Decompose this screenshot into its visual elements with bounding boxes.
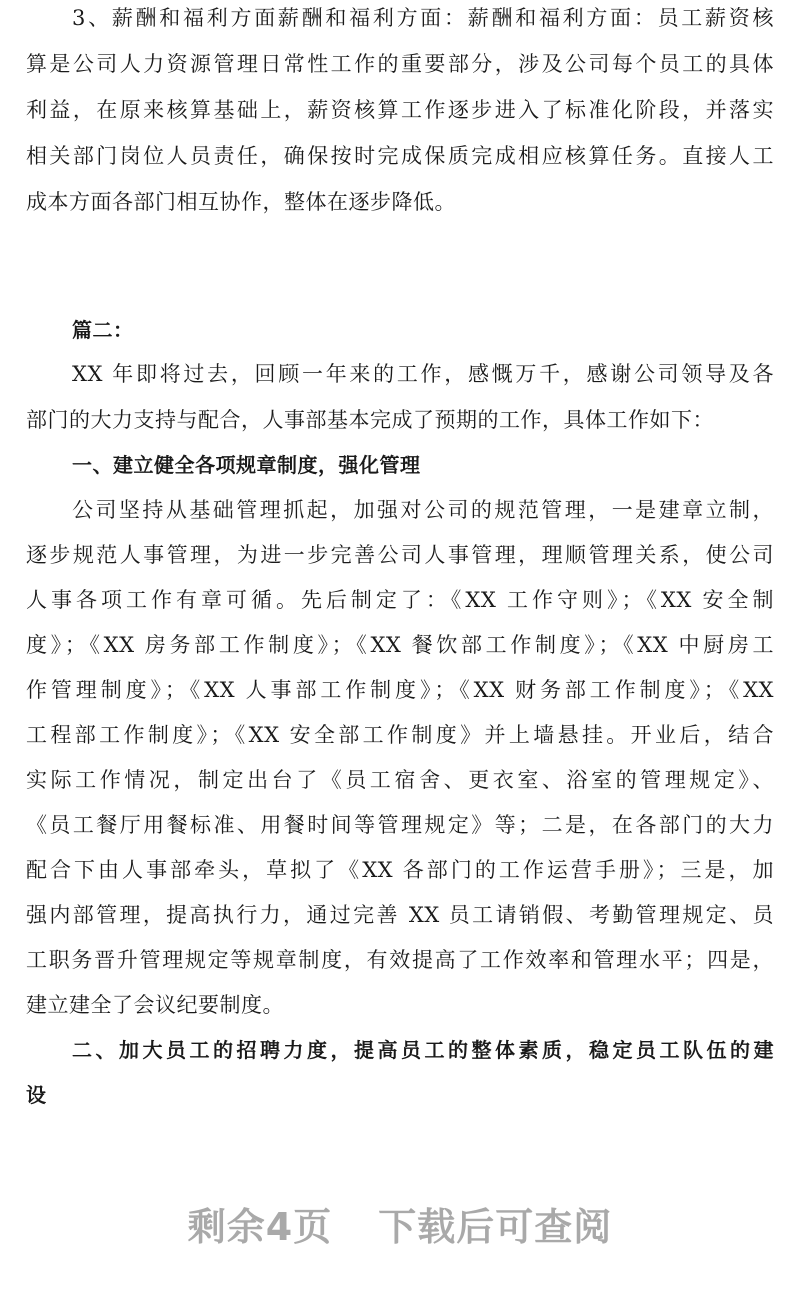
section-heading: 一、建立健全各项规章制度，强化管理 (72, 453, 421, 477)
section-title: 篇二： (72, 318, 134, 342)
paragraph-line: 度》；《XX 房务部工作制度》；《XX 餐饮部工作制度》；《XX 中厨房工 (26, 633, 774, 657)
paragraph-line: 作管理制度》；《XX 人事部工作制度》；《XX 财务部工作制度》；《XX (26, 678, 774, 702)
paragraph-line: 部门的大力支持与配合，人事部基本完成了预期的工作，具体工作如下： (26, 408, 714, 432)
remaining-pages-label: 剩余4页 (187, 1205, 333, 1249)
paragraph-line: 工程部工作制度》；《XX 安全部工作制度》并上墙悬挂。开业后，结合 (26, 723, 774, 747)
paragraph-line: 3、薪酬和福利方面薪酬和福利方面：薪酬和福利方面：员工薪资核 (72, 6, 774, 30)
paragraph-line: 配合下由人事部牵头，草拟了《XX 各部门的工作运营手册》；三是，加 (26, 858, 774, 882)
section-heading: 设 (26, 1083, 47, 1107)
paragraph-line: 人事各项工作有章可循。先后制定了：《XX 工作守则》；《XX 安全制 (26, 588, 774, 612)
section-heading: 二、加大员工的招聘力度，提高员工的整体素质，稳定员工队伍的建 (72, 1038, 774, 1062)
paragraph-line: 强内部管理，提高执行力，通过完善 XX 员工请销假、考勤管理规定、员 (26, 903, 774, 927)
paragraph-line: 实际工作情况，制定出台了《员工宿舍、更衣室、浴室的管理规定》、 (26, 768, 774, 792)
paragraph-line: 逐步规范人事管理，为进一步完善公司人事管理，理顺管理关系，使公司 (26, 543, 774, 567)
download-banner[interactable] (0, 1196, 800, 1251)
paragraph-line: XX 年即将过去，回顾一年来的工作，感慨万千，感谢公司领导及各 (72, 362, 774, 386)
paragraph-line: 成本方面各部门相互协作，整体在逐步降低。 (26, 190, 456, 214)
paragraph-line: 相关部门岗位人员责任，确保按时完成保质完成相应核算任务。直接人工 (26, 144, 774, 168)
paragraph-line: 工职务晋升管理规定等规章制度，有效提高了工作效率和管理水平；四是， (26, 948, 774, 972)
paragraph-line: 建立建全了会议纪要制度。 (26, 993, 284, 1017)
paragraph-line: 公司坚持从基础管理抓起，加强对公司的规范管理，一是建章立制， (72, 498, 774, 522)
download-prompt[interactable]: 下载后可查阅 (378, 1205, 613, 1249)
paragraph-line: 算是公司人力资源管理日常性工作的重要部分，涉及公司每个员工的具体 (26, 52, 774, 76)
paragraph-line: 利益，在原来核算基础上，薪资核算工作逐步进入了标准化阶段，并落实 (26, 98, 774, 122)
paragraph-line: 《员工餐厅用餐标准、用餐时间等管理规定》等；二是，在各部门的大力 (26, 813, 774, 837)
